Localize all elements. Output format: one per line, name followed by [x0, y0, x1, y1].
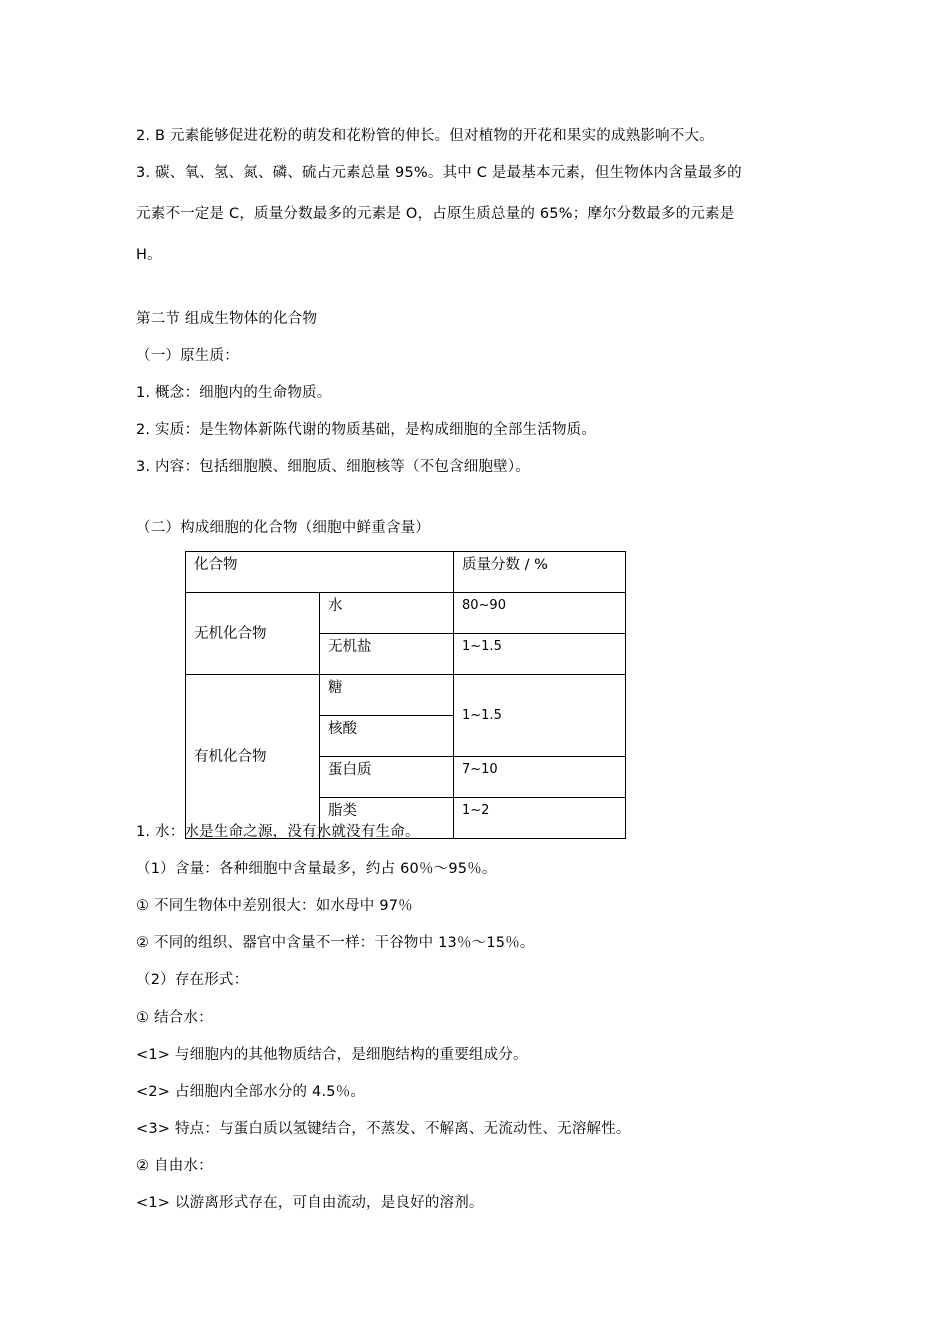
category-inorganic: 无机化合物	[186, 593, 320, 675]
table-row	[186, 552, 626, 593]
free-water-heading: ② 自由水：	[136, 1158, 213, 1174]
category-organic: 有机化合物	[186, 675, 320, 839]
compound-value: 1~1.5	[454, 675, 626, 757]
water-forms-heading: （2）存在形式：	[136, 972, 249, 988]
protoplasm-content: 3. 内容：包括细胞膜、细胞质、细胞核等（不包含细胞壁）。	[136, 459, 530, 475]
bound-water-heading: ① 结合水：	[136, 1010, 213, 1026]
compound-table	[185, 551, 626, 839]
paragraph-elements-line3: H。	[136, 247, 162, 263]
compounds-heading: （二）构成细胞的化合物（细胞中鲜重含量）	[136, 520, 430, 536]
header-mass-fraction: 质量分数 / %	[454, 552, 626, 593]
table-row	[186, 593, 626, 634]
compound-value: 1~2	[454, 798, 626, 839]
compound-name: 糖	[320, 675, 454, 716]
compound-value: 7~10	[454, 757, 626, 798]
bound-water-point-2: <2> 占细胞内全部水分的 4.5％。	[136, 1084, 366, 1100]
protoplasm-essence: 2. 实质：是生物体新陈代谢的物质基础，是构成细胞的全部生活物质。	[136, 422, 597, 438]
bound-water-point-1: <1> 与细胞内的其他物质结合，是细胞结构的重要组成分。	[136, 1047, 528, 1063]
compound-name: 蛋白质	[320, 757, 454, 798]
compound-name: 脂类	[320, 798, 454, 839]
header-compound: 化合物	[186, 552, 454, 593]
compound-name: 无机盐	[320, 634, 454, 675]
water-content-tissues: ② 不同的组织、器官中含量不一样：干谷物中 13％～15％。	[136, 935, 535, 951]
free-water-point-1: <1> 以游离形式存在，可自由流动，是良好的溶剂。	[136, 1195, 484, 1211]
compound-name: 核酸	[320, 716, 454, 757]
table-row	[186, 675, 626, 716]
compound-name: 水	[320, 593, 454, 634]
water-content: （1）含量：各种细胞中含量最多，约占 60％～95％。	[136, 861, 497, 877]
section-title: 第二节 组成生物体的化合物	[136, 311, 318, 327]
water-intro: 1. 水：水是生命之源，没有水就没有生命。	[136, 824, 420, 840]
protoplasm-concept: 1. 概念：细胞内的生命物质。	[136, 385, 332, 401]
paragraph-elements-line1: 3. 碳、氧、氢、氮、磷、硫占元素总量 95%。其中 C 是最基本元素，但生物体内含量最多的	[136, 165, 742, 181]
paragraph-boron: 2. B 元素能够促进花粉的萌发和花粉管的伸长。但对植物的开花和果实的成熟影响不大。	[136, 128, 714, 144]
paragraph-elements-line2: 元素不一定是 C，质量分数最多的元素是 O，占原生质总量的 65%；摩尔分数最多的元素是	[136, 206, 735, 222]
protoplasm-heading: （一）原生质：	[136, 348, 239, 364]
compound-value: 1~1.5	[454, 634, 626, 675]
water-content-organisms: ① 不同生物体中差别很大：如水母中 97％	[136, 898, 413, 914]
compound-value: 80~90	[454, 593, 626, 634]
bound-water-point-3: <3> 特点：与蛋白质以氢键结合，不蒸发、不解离、无流动性、无溶解性。	[136, 1121, 631, 1137]
